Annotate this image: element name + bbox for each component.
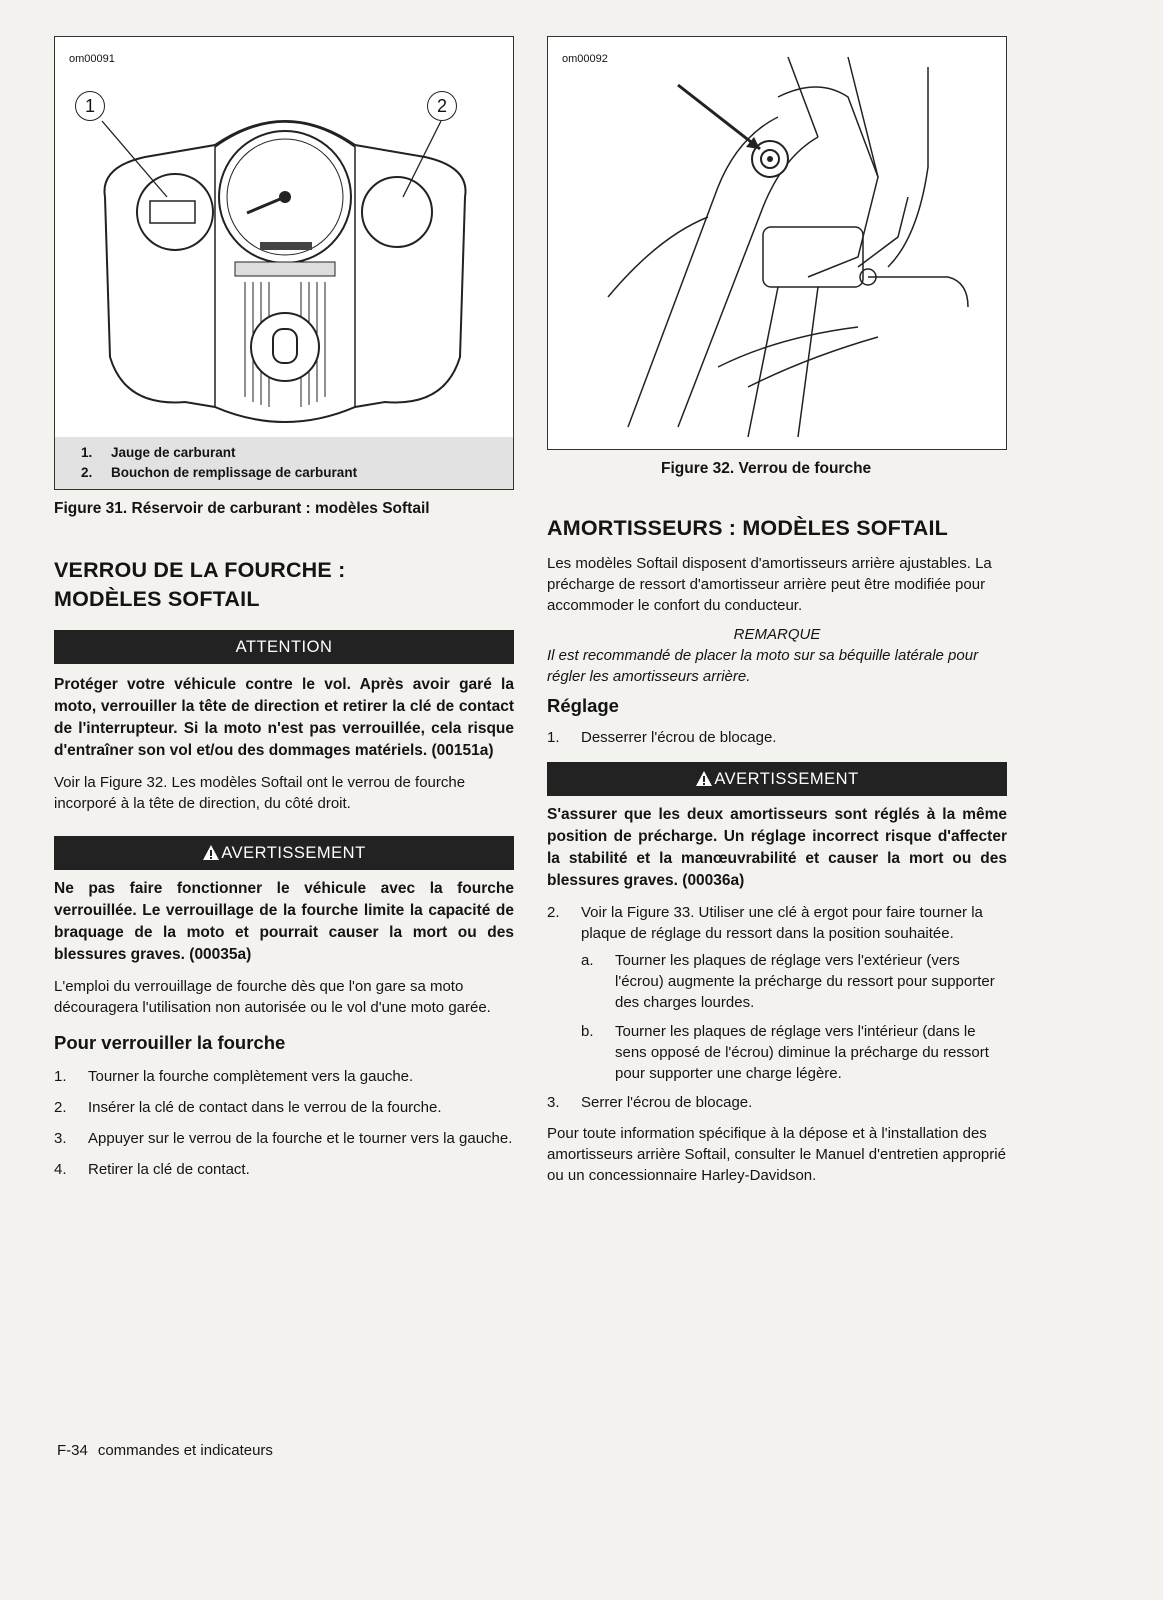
shocks-outro: Pour toute information spécifique à la dépose et à l'installation des amortisseurs arrière Softail, consulter le Manuel d'entretien approprié ou un concessionnaire Harley-Davidson. [547,1125,1006,1184]
fork-lock-paragraph-1: Voir la Figure 32. Les modèles Softail ont le verrou de fourche incorporé à la tête de direction, du côté droit. [54,774,466,812]
right-column [547,36,1007,1186]
fork-lock-illustration [548,37,1000,447]
footer-section: commandes et indicateurs [97,1442,273,1459]
attention-text: Protéger votre véhicule contre le vol. Après avoir garé la moto, verrouiller la tête de direction et retirer la clé de contact de l'interrupteur. Si la moto n'est pas verrouillée, cela risque d'entraîner son vol et/ou des dommages matériels. (00151a) [54,676,514,759]
figure-32-caption: Figure 32. Verrou de fourche [661,460,872,477]
legend-item-2: 2. Bouchon de remplissage de carburant [81,465,358,480]
callout-2: 2 [427,91,457,121]
figure-31-id: om00091 [69,53,115,65]
warning-triangle-icon [695,770,713,787]
figure-32 [547,36,1007,450]
subheading-adjustment: Réglage [547,695,619,716]
adjust-step-1: 1. Desserrer l'écrou de blocage. [547,729,777,746]
figure-31-legend [55,437,513,489]
adjust-step-2: 2. Voir la Figure 33. Utiliser une clé à ergot pour faire tourner la plaque de réglage du ressort dans la position souhaitée. [547,904,983,942]
warning-bar-left [54,836,514,870]
figure-31-caption: Figure 31. Réservoir de carburant : modèles Softail [54,500,430,517]
warning-bar-right [547,762,1007,796]
step-4: 4. Retirer la clé de contact. [54,1161,250,1178]
section-heading-shock-absorbers: AMORTISSEURS : MODÈLES SOFTAIL [547,516,948,540]
note-text: Il est recommandé de placer la moto sur sa béquille latérale pour régler les amortisseurs arrière. [547,647,979,685]
section-heading-fork-lock: VERROU DE LA FOURCHE : MODÈLES SOFTAIL [54,558,346,611]
warning-text-right: S'assurer que les deux amortisseurs sont réglés à la même position de précharge. Un réglage incorrect risque d'affecter la stabilité et la manœuvrabilité et causer la mort ou des blessures graves. (00036a) [547,806,1007,889]
legend-item-1: 1. Jauge de carburant [81,445,236,460]
step-1: 1. Tourner la fourche complètement vers la gauche. [54,1068,414,1085]
shocks-intro: Les modèles Softail disposent d'amortisseurs arrière ajustables. La précharge de ressort d'amortisseur arrière peut être modifiée pour accommoder le confort du conducteur. [547,555,992,614]
page-footer [57,1442,273,1459]
fork-lock-paragraph-2: L'emploi du verrouillage de fourche dès que l'on gare sa moto découragera l'utilisation non autorisée ou le vol d'une moto garée. [54,978,491,1016]
attention-bar: ATTENTION [54,630,514,664]
step-3: 3. Appuyer sur le verrou de la fourche et le tourner vers la gauche. [54,1130,513,1147]
left-column [54,36,514,1180]
warning-label-left: AVERTISSEMENT [221,844,366,862]
note-label: REMARQUE [733,626,821,643]
page-number: F-34 [57,1442,88,1459]
warning-label-right: AVERTISSEMENT [714,770,859,788]
adjust-step-2a: a. Tourner les plaques de réglage vers l'extérieur (vers l'écrou) augmente la précharge du ressort pour supporter des charges lourdes. [581,952,995,1011]
warning-triangle-icon [202,844,220,861]
adjust-step-3: 3. Serrer l'écrou de blocage. [547,1094,753,1111]
warning-text-left: Ne pas faire fonctionner le véhicule avec la fourche verrouillée. Le verrouillage de la fourche limite la capacité de braquage de la moto et pourrait causer la mort ou des blessures graves. (00035a) [54,880,514,963]
adjust-step-2b: b. Tourner les plaques de réglage vers l'intérieur (dans le sens opposé de l'écrou) diminue la précharge du ressort pour supporter une charge légère. [581,1023,989,1082]
figure-32-id: om00092 [562,53,608,65]
step-2: 2. Insérer la clé de contact dans le verrou de la fourche. [54,1099,442,1116]
callout-1: 1 [75,91,105,121]
subheading-lock-fork: Pour verrouiller la fourche [54,1032,286,1053]
figure-31 [54,36,514,490]
